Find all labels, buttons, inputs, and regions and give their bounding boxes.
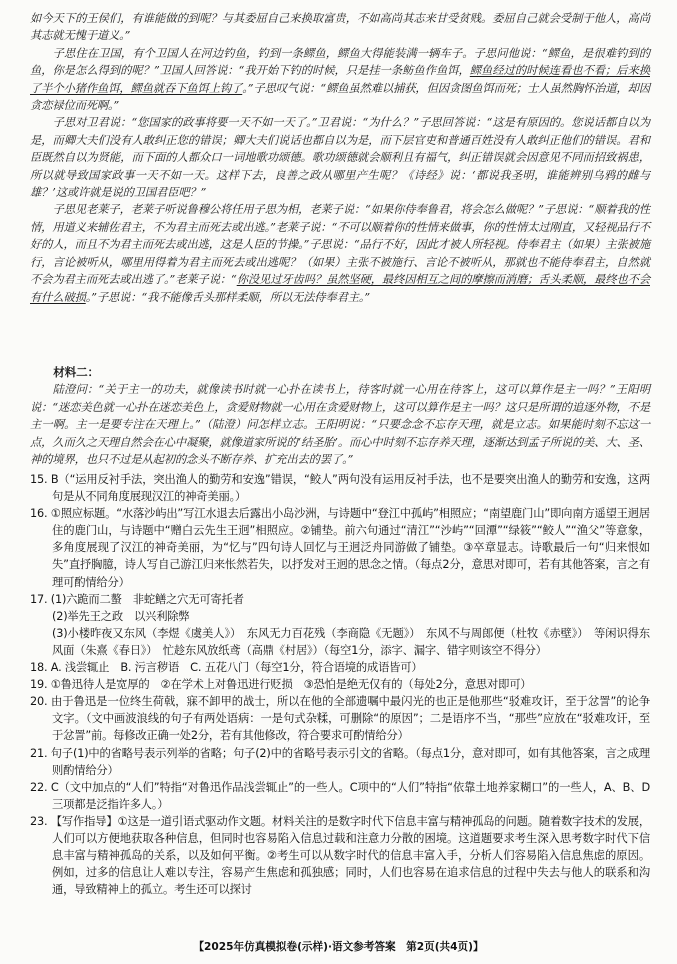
answer-17-3: (3)小楼昨夜又东风（李煜《虞美人》） 东风无力百花残（李商隐《无题》） 东风不与周郎便（杜牧《赤壁》） 等闲识得东风面（朱熹《春日》） 忙趁东风放纸鸢（高鼎《村居》）（每空1分，添字、漏字、错字则该空不得分） <box>52 626 650 657</box>
underlined-sentence: 鳏鱼经过的时候连看也不看；后来换了半个小猪作鱼饵，鳏鱼就吞下鱼饵上钩了 <box>30 64 650 95</box>
answer-21: 21. 句子(1)中的省略号表示列举的省略；句子(2)中的省略号表示引文的省略。（每点1分，意对即可，如有其他答案，言之成理则酌情给分） <box>30 746 650 777</box>
passage-paragraph-2: 子思住在卫国，有个卫国人在河边钓鱼，钓到一条鳏鱼，鳏鱼大得能装满一辆车子。子思问他说：“鳏鱼，是很难钓到的鱼，你是怎么得到的呢？”卫国人回答说：“我开始下钓的时候，只是挂一条鲂鱼作鱼饵，鳏鱼经过的时候连看也不看；后来换了半个小猪作鱼饵，鳏鱼就吞下鱼饵上钩了。”子思叹气说：“鳏鱼虽然难以捕获，但因贪图鱼饵而死；士人虽然胸怀治道，却因贪恋禄位而死啊。” <box>30 46 650 113</box>
answer-17-2: (2)举先王之政 以兴利除弊 <box>52 609 190 623</box>
answer-18: 18. A. 浅尝辄止 B. 污言秽语 C. 五花八门（每空1分，符合语境的成语皆可） <box>30 661 423 675</box>
material-two-heading: 材料二： <box>53 365 99 379</box>
passage-paragraph-3: 子思对卫君说：“您国家的政事将要一天不如一天了。”卫君说：“为什么？”子思回答说：“这是有原因的。您说话都自以为是，而卿大夫们没有人敢纠正您的错误；卿大夫们说话也都自以为是，而下层官吏和普通百姓没有人敢纠正他们的错误。君和臣既然自以为贤能，而下面的人都众口一词地歌功颂德。歌功颂德就会顺利且有福气，纠正错误就会因意见不同而招致祸患，所以就导致国家政事一天不如一天。这样下去，良善之政从哪里产生呢？《诗经》说：‘都说我圣明，谁能辨别乌鸦的雌与雄？’这或许就是说的卫国君臣吧？” <box>30 116 650 200</box>
answer-17-1: 17. (1)六跪而二螯 非蛇鳝之穴无可寄托者 <box>30 592 244 606</box>
material-two <box>30 364 650 468</box>
answer-list <box>30 471 650 898</box>
passage-paragraph-1: 如今天下的王侯们，有谁能做的到呢？与其委屈自己来换取富贵，不如高尚其志来甘受贫贱。委屈自己就会受制于他人，高尚其志就无愧于道义。” <box>30 12 650 43</box>
answer-15: 15. B（“运用反衬手法，突出渔人的勤劳和安逸”错误，“鲛人”两句没有运用反衬手法，也不是要突出渔人的勤劳和安逸，这两句是从不同角度展现汉江的神奇美丽。） <box>30 473 650 504</box>
answer-20: 20. 由于鲁迅是一位终生荷戟，寐不卸甲的战士，所以在他的全部遗嘱中最闪光的也正是他那些“驳难攻讦，至于忿詈”的论争文字。（文中画波浪线的句子有两处语病：一是句式杂糅，可删除“的原因”；二是语序不当，“那些”应放在“驳难攻讦，至于忿詈”前。每修改正确一处2分，若有其他修改，符合要求可酌情给分） <box>30 695 650 743</box>
answer-16: 16. ①照应标题。“水落沙屿出”写江水退去后露出小岛沙洲，与诗题中“登江中孤屿”相照应；“南望鹿门山”即向南方遥望王迥居住的鹿门山，与诗题中“赠白云先生王迥”相照应。②铺垫。前六句通过“清江”“沙屿”“回潭”“绿筱”“鲛人”“渔父”等意象，多角度展现了汉江的神奇美丽，为“忆与”四句诗人回忆与王迥泛舟同游做了铺垫。③卒章显志。诗歌最后一句“归来恨如失”直抒胸臆，诗人写自己游江归来怅然若失，以抒发对王迥的思念之情。（每点2分，意思对即可，若有其他答案，言之有理可酌情给分） <box>30 507 650 589</box>
material-two-text: 陆澄问：“关于主一的功夫，就像读书时就一心扑在读书上，待客时就一心用在待客上，这可以算作是主一吗？”王阳明说：“迷恋美色就一心扑在迷恋美色上，贪爱财物就一心用在贪爱财物上，这可以算作是主一吗？这只是所谓的追逐外物，不是主一啊。主一是要专注在天理上。”（陆澄）问怎样立志。王阳明说：“只要念念不忘存天理，就是立志。如果能时刻不忘这一点，久而久之天理自然会在心中凝聚，就像道家所说的‘结圣胎’。而心中时刻不忘存养天理，逐渐达到孟子所说的美、大、圣、神的境界，也只不过是从起初的念头不断存养、扩充出去的罢了。” <box>30 383 650 467</box>
passage-paragraph-4: 子思见老莱子，老莱子听说鲁穆公将任用子思为相，老莱子说：“如果你侍奉鲁君，将会怎么做呢？”子思说：“顺着我的性情，用道义来辅佐君主，不为君主而死去或出逃。”老莱子说：“不可以顺着你的性情来做事，你的性情太过刚直，又轻视品行不好的人，而且不为君主而死去或出逃，这是人臣的节操。”子思说：“品行不好，因此才被人所轻视。侍奉君主（如果）主张被施行，言论被听从，哪里用得着为君主而死去或出逃呢？（如果）主张不被施行、言论不被听从，那就也不能侍奉君主，自然就不会为君主而死去或出逃了。”老莱子说：“你没见过牙齿吗？虽然坚硬，最终因相互之间的摩擦而消磨；舌头柔顺，最终也不会有什么破损。”子思说：“我不能像舌头那样柔顺，所以无法侍奉君主。” <box>30 203 650 304</box>
underlined-sentence: 你没见过牙齿吗？虽然坚硬，最终因相互之间的摩擦而消磨；舌头柔顺，最终也不会有什么破损 <box>30 273 650 304</box>
answer-22: 22. C（文中加点的“人们”特指“对鲁迅作品浅尝辄止”的一些人。C项中的“人们”特指“依靠土地养家糊口”的一些人，A、B、D三项都是泛指许多人。） <box>30 780 650 811</box>
page-footer: 【2025年仿真模拟卷(示样)·语文参考答案 第2页(共4页)】 <box>193 941 484 953</box>
answer-19: 19. ①鲁迅待人是宽厚的 ②在学术上对鲁迅进行贬损 ③恐怕是绝无仅有的（每处2分，意思对即可） <box>30 678 532 692</box>
answer-23: 23. 【写作指导】①这是一道引语式驱动作文题。材料关注的是数字时代下信息丰富与精神孤岛的问题。随着数字技术的发展，人们可以方便地获取各种信息，但同时也容易陷入信息过载和注意力分散的困境。这道题要求考生深入思考数字时代下信息丰富与精神孤岛的关系，以及如何平衡。②考生可以从数字时代的信息丰富入手，分析人们容易陷入信息焦虑的原因。例如，过多的信息让人难以专注，容易产生焦虑和孤独感；同时，人们也容易在追求信息的过程中失去与他人的联系和沟通，导致精神上的孤立。考生还可以探讨 <box>30 814 650 897</box>
translation-passage <box>30 10 650 306</box>
